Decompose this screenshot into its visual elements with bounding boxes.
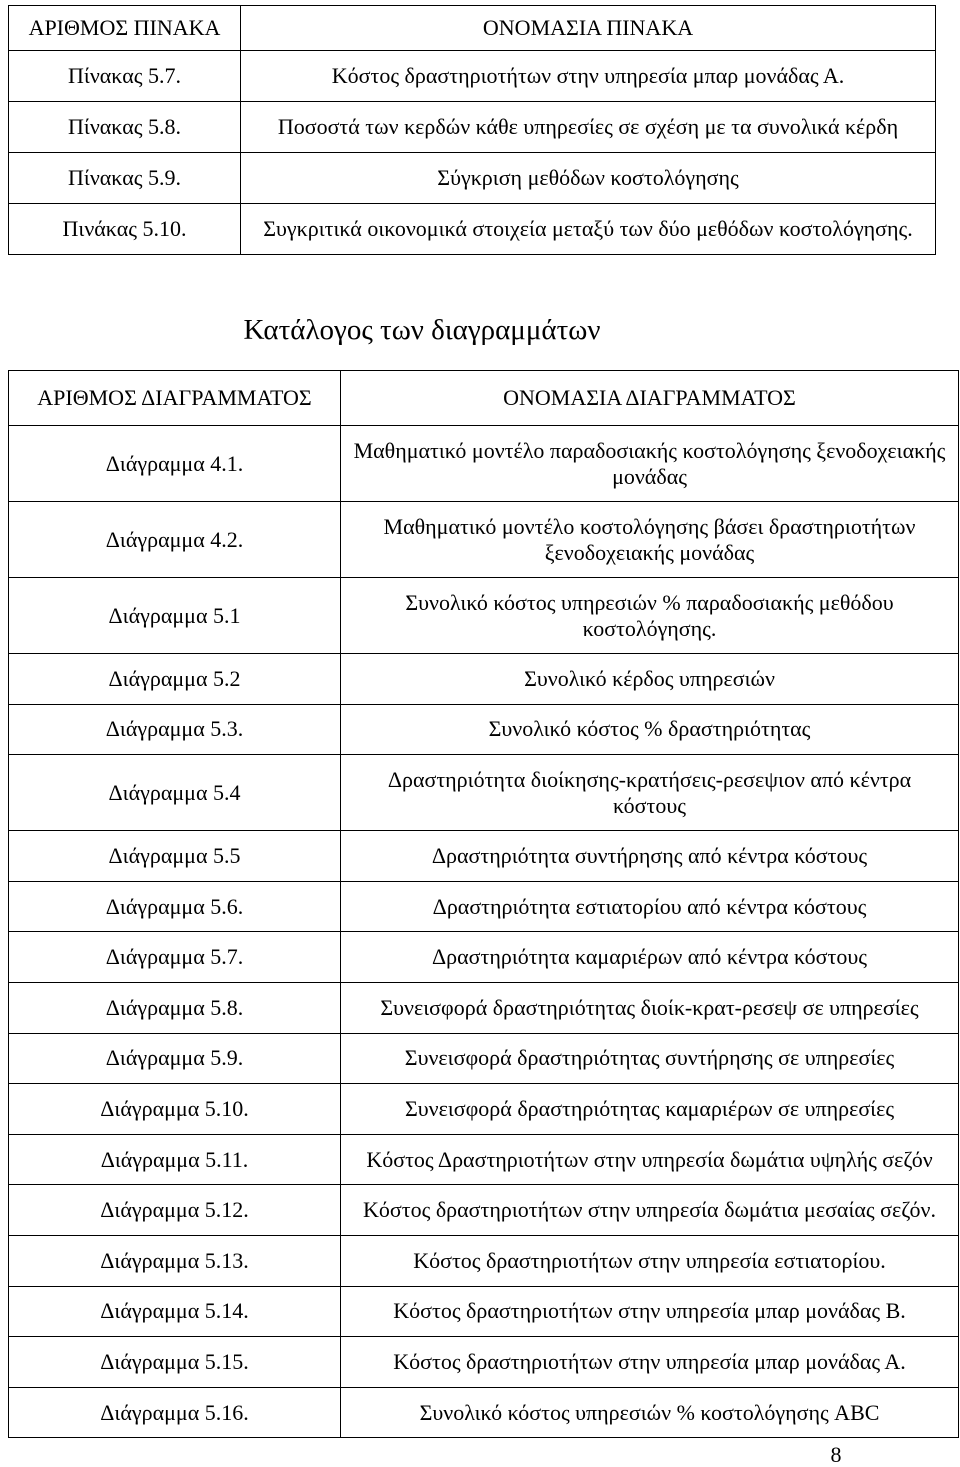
table-number-header: ΑΡΙΘΜΟΣ ΠΙΝΑΚΑ — [9, 6, 241, 51]
table-name-cell — [241, 204, 936, 255]
name-line: Σύγκριση μεθόδων κοστολόγησης — [437, 165, 739, 190]
diagram-name-header: ΟΝΟΜΑΣΙΑ ΔΙΑΓΡΑΜΜΑΤΟΣ — [341, 371, 959, 426]
diagram-name-cell — [341, 932, 959, 983]
diagram-name-cell — [341, 502, 959, 578]
page-number: 8 — [830, 1442, 842, 1467]
diagram-row — [9, 932, 959, 983]
diagram-row — [9, 1388, 959, 1439]
name-line: Δραστηριότητα καμαριέρων από κέντρα κόστους — [432, 944, 867, 970]
name-line: Συγκριτικά οικονομικά στοιχεία μεταξύ των δύο μεθόδων κοστολόγησης. — [263, 216, 913, 241]
diagram-name-cell — [341, 1287, 959, 1338]
diagram-name-cell — [341, 1135, 959, 1186]
diagram-number-header: ΑΡΙΘΜΟΣ ΔΙΑΓΡΑΜΜΑΤΟΣ — [9, 371, 341, 426]
diagram-number-cell: Διάγραμμα 5.4 — [9, 755, 341, 831]
diagram-name-cell — [341, 705, 959, 756]
table-number-cell: Πίνακας 5.8. — [9, 102, 241, 153]
diagram-name-cell — [341, 654, 959, 705]
table-row — [9, 51, 936, 102]
table-row — [9, 102, 936, 153]
diagram-name-cell — [341, 1236, 959, 1287]
diagram-name-cell — [341, 578, 959, 654]
diagram-row — [9, 426, 959, 502]
name-line: κοστολόγησης. — [582, 615, 717, 641]
table-row — [9, 153, 936, 204]
tables-list-table — [8, 5, 936, 255]
table-name-cell — [241, 51, 936, 102]
diagram-number-cell: Διάγραμμα 5.7. — [9, 932, 341, 983]
table-name-cell — [241, 153, 936, 204]
diagram-row — [9, 654, 959, 705]
diagrams-list-title: Κατάλογος των διαγραμμάτων — [243, 314, 601, 346]
name-line: Μαθηματικό μοντέλο κοστολόγησης βάσει δραστηριοτήτων — [383, 513, 916, 539]
table-name-cell — [241, 102, 936, 153]
diagram-name-cell — [341, 426, 959, 502]
name-line: Συνεισφορά δραστηριότητας συντήρησης σε υπηρεσίες — [404, 1045, 895, 1071]
name-line: Δραστηριότητα εστιατορίου από κέντρα κόστους — [432, 893, 867, 919]
diagram-row — [9, 705, 959, 756]
table-name-header: ΟΝΟΜΑΣΙΑ ΠΙΝΑΚΑ — [241, 6, 936, 51]
table-number-cell: Πινάκας 5.10. — [9, 204, 241, 255]
diagrams-list-table — [8, 370, 959, 1438]
diagram-name-cell — [341, 1388, 959, 1439]
name-line: Κόστος δραστηριοτήτων στην υπηρεσία δωμάτια μεσαίας σεζόν. — [363, 1197, 936, 1223]
name-line: Δραστηριότητα διοίκησης-κρατήσεις-ρεσεψιον από κέντρα — [387, 766, 912, 792]
name-line: Κόστος δραστηριοτήτων στην υπηρεσία εστιατορίου. — [413, 1247, 886, 1273]
diagram-row — [9, 1034, 959, 1085]
diagram-row — [9, 882, 959, 933]
diagram-number-cell: Διάγραμμα 5.2 — [9, 654, 341, 705]
diagram-header-row — [9, 371, 959, 426]
diagram-name-cell — [341, 882, 959, 933]
diagram-name-cell — [341, 1084, 959, 1135]
name-line: Κόστος δραστηριοτήτων στην υπηρεσία μπαρ μονάδας Α. — [331, 63, 845, 88]
diagram-row — [9, 1185, 959, 1236]
diagram-number-cell: Διάγραμμα 4.2. — [9, 502, 341, 578]
diagram-number-cell: Διάγραμμα 5.5 — [9, 831, 341, 882]
diagram-name-cell — [341, 755, 959, 831]
diagram-name-cell — [341, 1185, 959, 1236]
name-line: Μαθηματικό μοντέλο παραδοσιακής κοστολόγησης ξενοδοχειακής — [353, 437, 946, 463]
diagram-row — [9, 1135, 959, 1186]
diagram-number-cell: Διάγραμμα 5.14. — [9, 1287, 341, 1338]
diagram-number-cell: Διάγραμμα 5.6. — [9, 882, 341, 933]
name-line: μονάδας — [612, 463, 687, 489]
table-number-cell: Πίνακας 5.7. — [9, 51, 241, 102]
diagram-number-cell: Διάγραμμα 4.1. — [9, 426, 341, 502]
diagram-row — [9, 578, 959, 654]
diagram-number-cell: Διάγραμμα 5.11. — [9, 1135, 341, 1186]
diagram-row — [9, 831, 959, 882]
name-line: Δραστηριότητα συντήρησης από κέντρα κόστους — [431, 842, 868, 868]
diagram-name-cell — [341, 1034, 959, 1085]
diagram-number-cell: Διάγραμμα 5.12. — [9, 1185, 341, 1236]
diagram-number-cell: Διάγραμμα 5.9. — [9, 1034, 341, 1085]
diagram-row — [9, 1236, 959, 1287]
diagram-number-cell: Διάγραμμα 5.15. — [9, 1337, 341, 1388]
diagram-row — [9, 1084, 959, 1135]
diagram-number-cell: Διάγραμμα 5.16. — [9, 1388, 341, 1439]
diagram-name-cell — [341, 1337, 959, 1388]
name-line: Συνολικό κόστος % δραστηριότητας — [488, 716, 811, 742]
name-line: Συνεισφορά δραστηριότητας καμαριέρων σε υπηρεσίες — [404, 1095, 895, 1121]
diagram-number-cell: Διάγραμμα 5.10. — [9, 1084, 341, 1135]
name-line: Συνολικό κόστος υπηρεσιών % παραδοσιακής μεθόδου — [405, 589, 894, 615]
diagram-name-cell — [341, 983, 959, 1034]
diagram-number-cell: Διάγραμμα 5.13. — [9, 1236, 341, 1287]
name-line: Κόστος δραστηριοτήτων στην υπηρεσία μπαρ μονάδας Β. — [393, 1298, 906, 1324]
name-line: Κόστος δραστηριοτήτων στην υπηρεσία μπαρ μονάδας Α. — [393, 1348, 906, 1374]
name-line: Συνολικό κόστος υπηρεσιών % κοστολόγησης ABC — [419, 1399, 880, 1425]
diagram-number-cell: Διάγραμμα 5.1 — [9, 578, 341, 654]
name-line: Συνεισφορά δραστηριότητας διοίκ-κρατ-ρεσεψ σε υπηρεσίες — [380, 994, 919, 1020]
name-line: Κόστος Δραστηριοτήτων στην υπηρεσία δωμάτια υψηλής σεζόν — [366, 1146, 933, 1172]
name-line: Συνολικό κέρδος υπηρεσιών — [524, 665, 775, 691]
table-header-row — [9, 6, 936, 51]
table-row — [9, 204, 936, 255]
diagram-row — [9, 502, 959, 578]
diagram-row — [9, 1287, 959, 1338]
table-number-cell: Πίνακας 5.9. — [9, 153, 241, 204]
diagram-name-cell — [341, 831, 959, 882]
name-line: κόστους — [613, 792, 686, 818]
name-line: Ποσοστά των κερδών κάθε υπηρεσίες σε σχέση με τα συνολικά κέρδη — [277, 114, 899, 139]
name-line: ξενοδοχειακής μονάδας — [544, 539, 755, 565]
diagram-row — [9, 983, 959, 1034]
diagram-row — [9, 1337, 959, 1388]
diagram-row — [9, 755, 959, 831]
diagram-number-cell: Διάγραμμα 5.8. — [9, 983, 341, 1034]
diagram-number-cell: Διάγραμμα 5.3. — [9, 705, 341, 756]
